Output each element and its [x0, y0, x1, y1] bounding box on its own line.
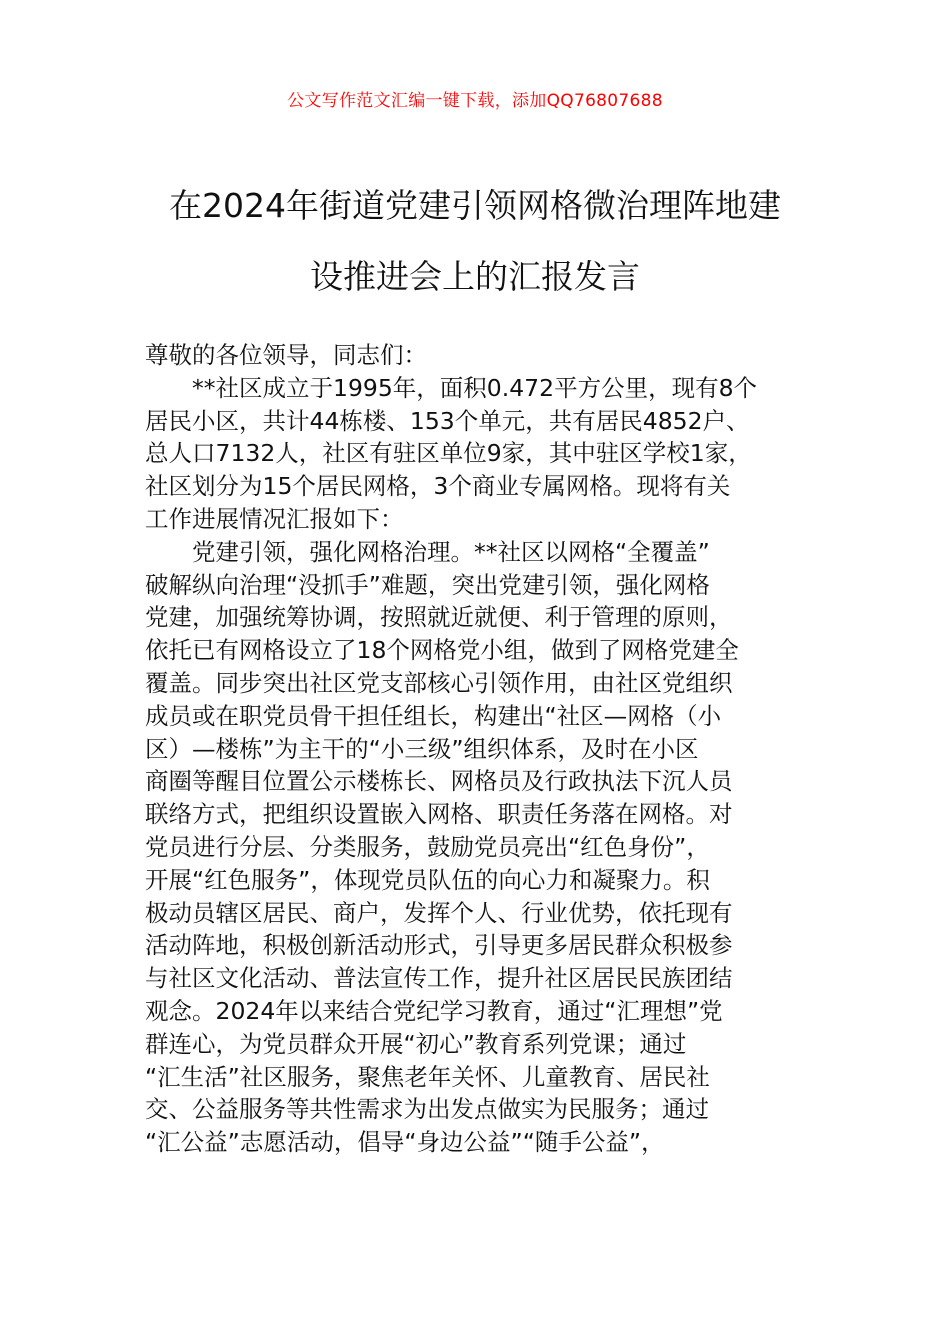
- body-line: 党建，加强统筹协调，按照就近就便、利于管理的原则，: [145, 603, 733, 632]
- body-line: 商圈等醒目位置公示楼栋长、网格员及行政执法下沉人员: [145, 767, 733, 796]
- body-line: 极动员辖区居民、商户，发挥个人、行业优势，依托现有: [145, 898, 733, 927]
- document-title-line-2: 设推进会上的汇报发言: [310, 257, 640, 296]
- body-line: **社区成立于1995年，面积0.472平方公里，现有8个: [192, 373, 758, 402]
- body-line: “汇公益”志愿活动，倡导“身边公益”“随手公益”，: [145, 1128, 665, 1157]
- header-note: 公文写作范文汇编一键下载，添加QQ76807688: [287, 91, 663, 111]
- body-line: 党建引领，强化网格治理。**社区以网格“全覆盖”: [192, 537, 710, 566]
- body-line: 活动阵地，积极创新活动形式，引导更多居民群众积极参: [145, 931, 733, 960]
- salutation: 尊敬的各位领导，同志们：: [145, 341, 427, 369]
- body-line: 成员或在职党员骨干担任组长，构建出“社区—网格（小: [145, 701, 722, 730]
- body-line: 观念。2024年以来结合党纪学习教育，通过“汇理想”党: [145, 996, 723, 1025]
- body-line: 覆盖。同步突出社区党支部核心引领作用，由社区党组织: [145, 668, 733, 697]
- body-line: 社区划分为15个居民网格，3个商业专属网格。现将有关: [145, 472, 731, 501]
- body-line: 区）—楼栋”为主干的“小三级”组织体系，及时在小区: [145, 734, 699, 763]
- body-line: 与社区文化活动、普法宣传工作，提升社区居民民族团结: [145, 964, 733, 993]
- body-line: 开展“红色服务”，体现党员队伍的向心力和凝聚力。积: [145, 865, 710, 894]
- body-line: 居民小区，共计44栋楼、153个单元，共有居民4852户、: [145, 406, 750, 435]
- body-line: 党员进行分层、分类服务，鼓励党员亮出“红色身份”，: [145, 832, 710, 861]
- body-line: 交、公益服务等共性需求为出发点做实为民服务；通过: [145, 1095, 709, 1124]
- document-title-line-1: 在2024年街道党建引领网格微治理阵地建: [169, 186, 781, 225]
- body-line: 总人口7132人，社区有驻区单位9家，其中驻区学校1家，: [145, 439, 752, 468]
- body-line: 群连心，为党员群众开展“初心”教育系列党课；通过: [145, 1029, 687, 1058]
- body-line: 联络方式，把组织设置嵌入网格、职责任务落在网格。对: [145, 800, 733, 829]
- body-line: 破解纵向治理“没抓手”难题，突出党建引领，强化网格: [145, 570, 710, 599]
- body-line: 依托已有网格设立了18个网格党小组，做到了网格党建全: [145, 636, 739, 665]
- body-line: “汇生活”社区服务，聚焦老年关怀、儿童教育、居民社: [145, 1062, 710, 1091]
- body-line: 工作进展情况汇报如下：: [145, 504, 404, 533]
- document-body: [145, 339, 810, 1159]
